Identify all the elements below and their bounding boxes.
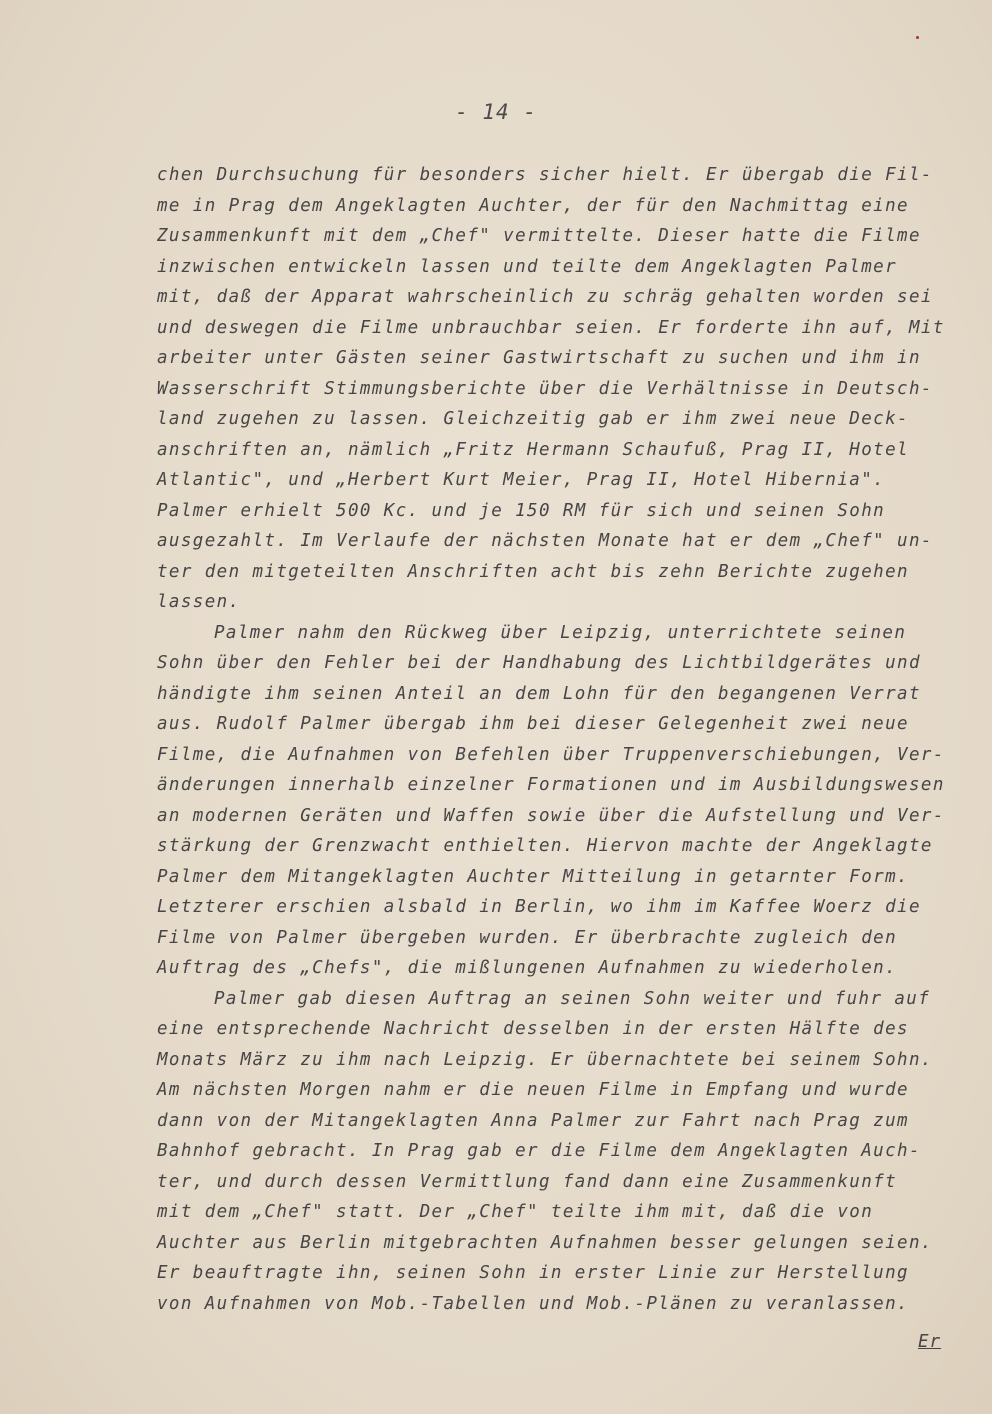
text-line: lassen. bbox=[157, 592, 241, 612]
text-line: Filme von Palmer übergeben wurden. Er überbrachte zugleich den bbox=[157, 927, 898, 948]
text-line: Palmer gab diesen Auftrag an seinen Sohn weiter und fuhr auf bbox=[214, 988, 931, 1009]
text-line: ausgezahlt. Im Verlaufe der nächsten Monate hat er dem „Chef" un- bbox=[157, 531, 933, 551]
text-line: inzwischen entwickeln lassen und teilte dem Angeklagten Palmer bbox=[157, 256, 898, 277]
paragraph bbox=[157, 618, 967, 984]
body-text bbox=[157, 160, 967, 1319]
catchword: Er bbox=[918, 1332, 942, 1352]
text-line: Bahnhof gebracht. In Prag gab er die Filme dem Angeklagten Auch- bbox=[157, 1141, 921, 1161]
text-line: Sohn über den Fehler bei der Handhabung des Lichtbildgerätes und bbox=[157, 653, 921, 673]
text-line: von Aufnahmen von Mob.-Tabellen und Mob.-Plänen zu veranlassen. bbox=[157, 1293, 909, 1314]
text-line: änderungen innerhalb einzelner Formationen und im Ausbildungswesen bbox=[157, 775, 945, 795]
text-line: aus. Rudolf Palmer übergab ihm bei dieser Gelegenheit zwei neue bbox=[157, 714, 909, 734]
paragraph bbox=[157, 160, 967, 618]
paragraph bbox=[157, 984, 967, 1320]
text-line: Auftrag des „Chefs", die mißlungenen Aufnahmen zu wiederholen. bbox=[157, 958, 898, 978]
text-line: Wasserschrift Stimmungsberichte über die Verhältnisse in Deutsch- bbox=[157, 378, 933, 399]
text-line: arbeiter unter Gästen seiner Gastwirtschaft zu suchen und ihm in bbox=[157, 348, 921, 368]
text-line: Palmer nahm den Rückweg über Leipzig, unterrichtete seinen bbox=[214, 622, 907, 643]
text-line: stärkung der Grenzwacht enthielten. Hiervon machte der Angeklagte bbox=[157, 836, 933, 856]
text-line: land zugehen zu lassen. Gleichzeitig gab er ihm zwei neue Deck- bbox=[157, 409, 909, 429]
ink-speck bbox=[916, 36, 919, 39]
text-line: Auchter aus Berlin mitgebrachten Aufnahmen besser gelungen seien. bbox=[157, 1232, 933, 1253]
text-line: Atlantic", und „Herbert Kurt Meier, Prag II, Hotel Hibernia". bbox=[157, 470, 886, 490]
text-line: dann von der Mitangeklagten Anna Palmer zur Fahrt nach Prag zum bbox=[157, 1110, 909, 1131]
text-line: chen Durchsuchung für besonders sicher hielt. Er übergab die Fil- bbox=[157, 165, 933, 185]
text-line: eine entsprechende Nachricht desselben in der ersten Hälfte des bbox=[157, 1019, 909, 1039]
text-line: Palmer dem Mitangeklagten Auchter Mitteilung in getarnter Form. bbox=[157, 866, 909, 887]
text-line: Er beauftragte ihn, seinen Sohn in erster Linie zur Herstellung bbox=[157, 1263, 909, 1283]
text-line: Letzterer erschien alsbald in Berlin, wo ihm im Kaffee Woerz die bbox=[157, 897, 921, 917]
text-line: händigte ihm seinen Anteil an dem Lohn für den begangenen Verrat bbox=[157, 683, 921, 704]
text-line: an modernen Geräten und Waffen sowie über die Aufstellung und Ver- bbox=[157, 805, 945, 826]
text-line: ter, und durch dessen Vermittlung fand dann eine Zusammenkunft bbox=[157, 1171, 898, 1192]
text-line: Zusammenkunft mit dem „Chef" vermittelte. Dieser hatte die Filme bbox=[157, 226, 921, 246]
text-line: mit, daß der Apparat wahrscheinlich zu schräg gehalten worden sei bbox=[157, 287, 933, 307]
text-line: Am nächsten Morgen nahm er die neuen Filme in Empfang und wurde bbox=[157, 1080, 909, 1100]
page-number: - 14 - bbox=[455, 100, 537, 124]
text-line: Monats März zu ihm nach Leipzig. Er übernachtete bei seinem Sohn. bbox=[157, 1049, 933, 1070]
text-line: ter den mitgeteilten Anschriften acht bis zehn Berichte zugehen bbox=[157, 561, 909, 582]
text-line: und deswegen die Filme unbrauchbar seien. Er forderte ihn auf, Mit bbox=[157, 317, 945, 338]
text-line: Filme, die Aufnahmen von Befehlen über Truppenverschiebungen, Ver- bbox=[157, 744, 945, 765]
text-line: mit dem „Chef" statt. Der „Chef" teilte ihm mit, daß die von bbox=[157, 1202, 874, 1222]
text-line: me in Prag dem Angeklagten Auchter, der für den Nachmittag eine bbox=[157, 195, 909, 216]
text-line: Palmer erhielt 500 Kc. und je 150 RM für sich und seinen Sohn bbox=[157, 500, 886, 521]
text-line: anschriften an, nämlich „Fritz Hermann Schaufuß, Prag II, Hotel bbox=[157, 439, 909, 460]
